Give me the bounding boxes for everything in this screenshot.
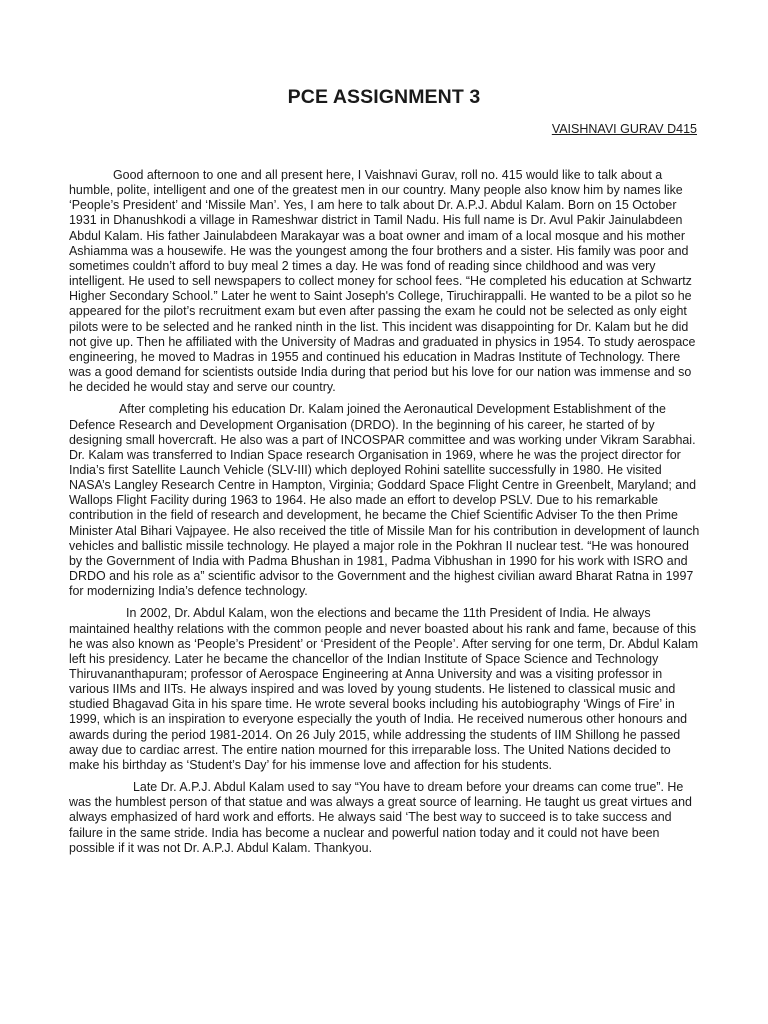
paragraph-4: Late Dr. A.P.J. Abdul Kalam used to say “You have to dream before your dreams can come true”. He was the humblest person of that statue and was always a great source of learning. He taught us great virtues and always emphasized of hard work and efforts. He always said ‘The best way to succeed is to take success and failure in the same stride. India has become a nuclear and powerful nation today and it could not have been possible if it was not Dr. A.P.J. Abdul Kalam. Thankyou. [69,780,692,855]
document-body [69,168,701,863]
page-title: PCE ASSIGNMENT 3 [287,86,481,108]
author-line: VAISHNAVI GURAV D415 [551,122,697,136]
paragraph-2: After completing his education Dr. Kalam joined the Aeronautical Development Establishment of the Defence Research and Development Organisation (DRDO). In the beginning of his career, he started of by designing small hovercraft. He also was a part of INCOSPAR committee and was working under Vikram Sarabhai. Dr. Kalam was transferred to Indian Space research Organisation in 1969, where he was the project director for India’s first Satellite Launch Vehicle (SLV-III) which deployed Rohini satellite successfully in 1980. He visited NASA’s Langley Research Centre in Hampton, Virginia; Goddard Space Flight Centre in Greenbelt, Maryland; and Wallops Flight Facility during 1963 to 1964. He also made an effort to develop PSLV. Due to his remarkable contribution in the field of research and development, he became the Chief Scientific Adviser To the then Prime Minister Atal Bihari Vajpayee. He also received the title of Missile Man for his contribution in development of launch vehicles and ballistic missile technology. He played a major role in the Pokhran II nuclear test. “He was honoured by the Government of India with Padma Bhushan in 1981, Padma Vibhushan in 1990 for his work with ISRO and DRDO and his role as a” scientific advisor to the Government and the highest civilian award Bharat Ratna in 1997 for modernizing India’s defence technology. [69,402,700,599]
paragraph-1: Good afternoon to one and all present here, I Vaishnavi Gurav, roll no. 415 would like to talk about a humble, polite, intelligent and one of the greatest men in our country. Many people also know him by names like ‘People’s President’ and ‘Missile Man’. Yes, I am here to talk about Dr. A.P.J. Abdul Kalam. Born on 15 October 1931 in Dhanushkodi a village in Rameshwar district in Tamil Nadu. His full name is Dr. Avul Pakir Jainulabdeen Abdul Kalam. His father Jainulabdeen Marakayar was a boat owner and imam of a local mosque and his mother Ashiamma was a housewife. He was the youngest among the four brothers and a sister. His family was poor and sometimes couldn’t afford to buy meal 2 times a day. He was fond of reading since childhood and was very intelligent. He used to sell newspapers to collect money for school fees. “He completed his education at Schwartz Higher Secondary School.” Later he went to Saint Joseph's College, Tiruchirappalli. He wanted to be a pilot so he appeared for the pilot’s recruitment exam but even after passing the exam he could not be selected as only eight pilots were to be selected and he ranked ninth in the list. This incident was disappointing for Dr. Kalam but he did not give up. Then he affiliated with the University of Madras and graduated in physics in 1954. To study aerospace engineering, he moved to Madras in 1955 and continued his education in Madras Institute of Technology. There was a good demand for scientists outside India during that period but his love for our nation was immense and so he decided he would stay and serve our country. [69,168,696,395]
paragraph-3: In 2002, Dr. Abdul Kalam, won the elections and became the 11th President of India. He always maintained healthy relations with the common people and never boasted about his rank and fame, because of this he was also known as ‘People’s President’ or ‘President of the People’. After serving for one term, Dr. Abdul Kalam left his presidency. Later he became the chancellor of the Indian Institute of Space Science and Technology Thiruvananthapuram; professor of Aerospace Engineering at Anna University and was a visiting professor in various IIMs and IITs. He always inspired and was loved by young students. He listened to classical music and studied Bhagavad Gita in his spare time. He wrote several books including his autobiography ‘Wings of Fire’ in 1999, which is an inspiration to everyone especially the youth of India. He received numerous other honours and awards during the period 1981-2014. On 26 July 2015, while addressing the students of IIM Shillong he passed away due to cardiac arrest. The entire nation mourned for this irreparable loss. The United Nations decided to make his birthday as ‘Student’s Day’ for his immense love and affection for his students. [69,606,699,772]
